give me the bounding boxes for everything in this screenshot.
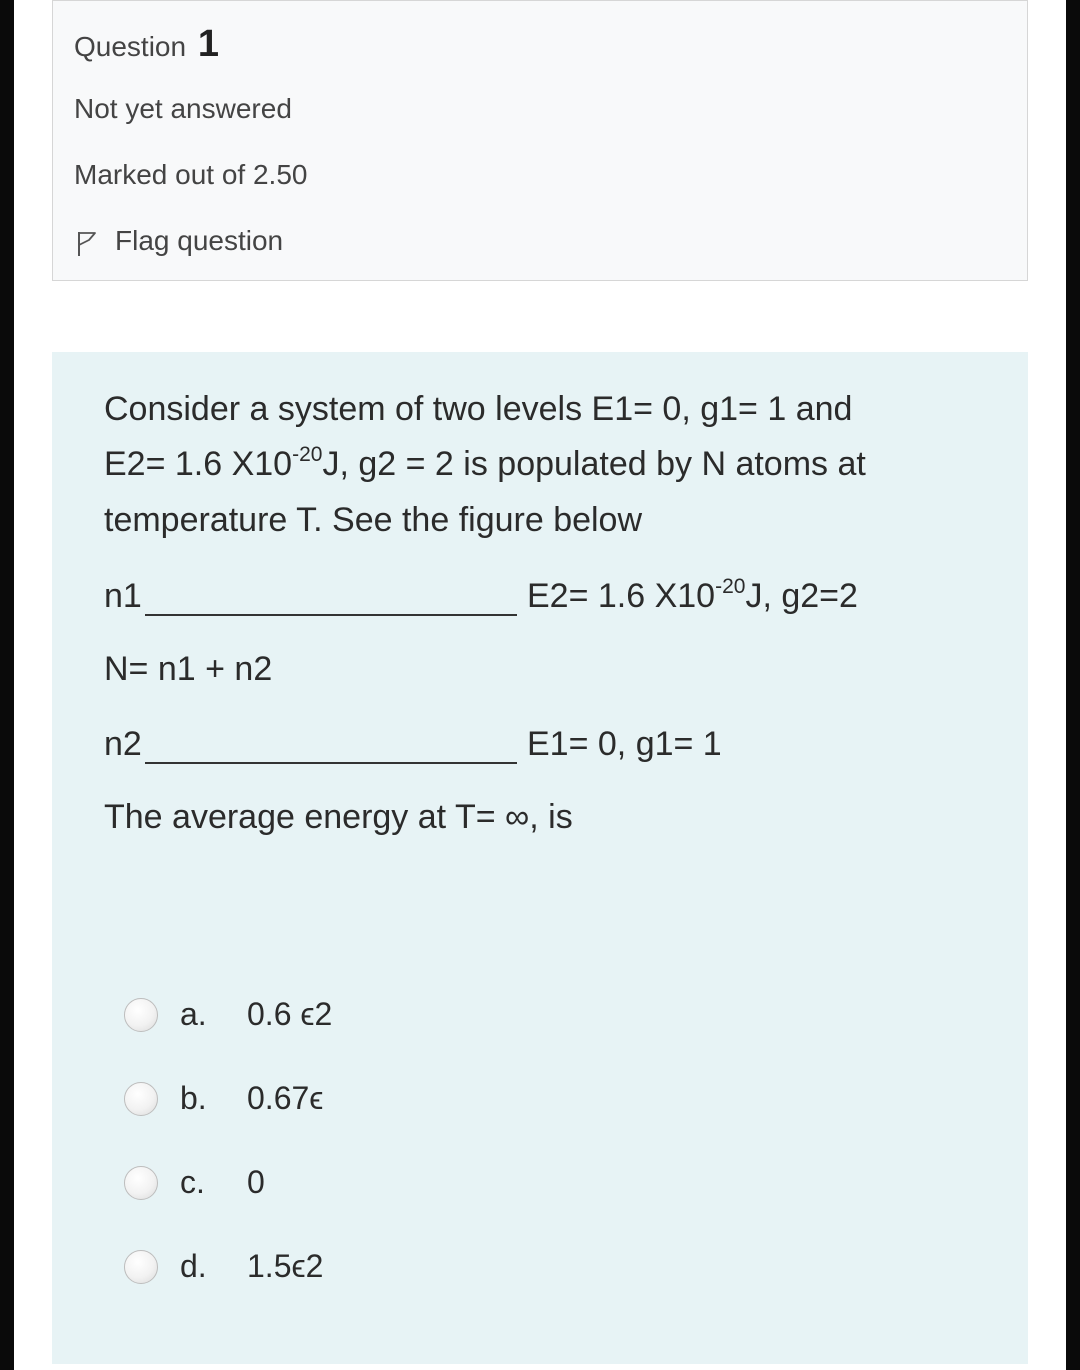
question-grade: Marked out of 2.50 — [74, 159, 308, 190]
question-text-line-2: E2= 1.6 $X10^{-20}J$, g2 = 2 is populated by N atoms at — [104, 443, 866, 483]
question-content-panel — [52, 352, 1028, 1364]
energy-level-lower-line — [145, 762, 517, 764]
option-a-text: 0.6 ϵ2 — [247, 996, 333, 1032]
option-c[interactable] — [124, 1164, 724, 1208]
right-edge — [1066, 0, 1080, 1370]
option-b[interactable] — [124, 1080, 724, 1124]
flag-question-label: Flag question — [115, 225, 284, 256]
question-state: Not yet answered — [74, 93, 292, 124]
question-label: Question — [74, 31, 187, 62]
option-b-letter: b. — [180, 1080, 207, 1116]
level-n2-label: n2 — [104, 725, 142, 763]
question-prompt: The average energy at T= ∞, is — [104, 798, 573, 836]
option-d-letter: d. — [180, 1248, 207, 1284]
question-info-panel — [52, 0, 1028, 281]
option-b-text: 0.67ϵ — [247, 1080, 324, 1116]
question-text-line-1: Consider a system of two levels E1= 0, g1= 1 and — [104, 390, 853, 428]
option-c-letter: c. — [180, 1164, 205, 1200]
question-title — [74, 23, 219, 66]
option-a-letter: a. — [180, 996, 207, 1032]
option-c-radio[interactable] — [124, 1166, 158, 1200]
option-d-text: 1.5ϵ2 — [247, 1248, 324, 1284]
level-n1-label: n1 — [104, 577, 142, 615]
option-a[interactable] — [124, 996, 724, 1040]
question-text-line-3: temperature T. See the figure below — [104, 501, 643, 539]
option-c-text: 0 — [247, 1164, 265, 1200]
left-edge — [0, 0, 14, 1370]
option-b-radio[interactable] — [124, 1082, 158, 1116]
level-e2-label: E2= 1.6 $X10^{-20}J$, g2=2 — [527, 575, 858, 615]
energy-level-upper-line — [145, 614, 517, 616]
option-d-radio[interactable] — [124, 1250, 158, 1284]
total-population-label: N= n1 + n2 — [104, 650, 273, 688]
option-a-radio[interactable] — [124, 998, 158, 1032]
flag-icon — [76, 231, 98, 257]
level-e1-label: E1= 0, g1= 1 — [527, 725, 722, 763]
question-number: 1 — [197, 23, 219, 65]
option-d[interactable] — [124, 1248, 724, 1292]
